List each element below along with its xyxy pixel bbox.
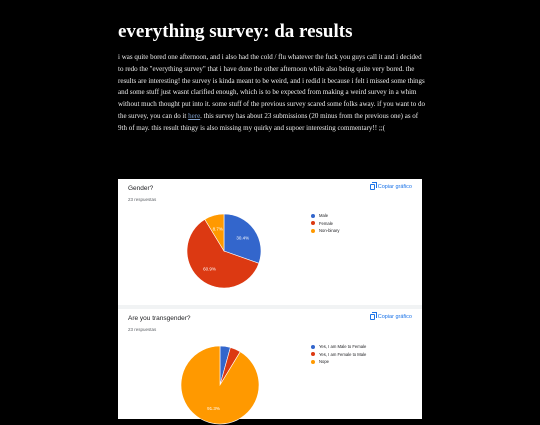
copy-chart-label: Copiar gráfico	[377, 314, 412, 320]
legend-swatch	[311, 221, 315, 225]
legend-label: Non-binary	[319, 228, 340, 234]
gender-chart-card	[118, 179, 422, 305]
chart-legend	[311, 343, 366, 366]
chart-title: Gender?	[128, 185, 154, 192]
response-count: 23 respuestas	[128, 327, 157, 332]
copy-icon	[370, 184, 375, 190]
slice-label: 30.4%	[236, 235, 250, 241]
legend-item	[311, 351, 366, 359]
copy-icon	[370, 314, 375, 320]
copy-chart-button[interactable]	[370, 314, 412, 320]
legend-label: Male	[319, 213, 329, 219]
legend-item	[311, 212, 339, 220]
legend-item	[311, 220, 339, 228]
transgender-chart-card	[118, 309, 422, 419]
survey-link[interactable]: here	[188, 111, 201, 120]
legend-item	[311, 227, 339, 235]
post-intro	[118, 52, 428, 135]
copy-chart-label: Copiar gráfico	[377, 184, 412, 190]
gender-pie-chart	[186, 213, 262, 289]
post-title: everything survey: da results	[118, 21, 353, 42]
chart-legend	[311, 212, 339, 235]
intro-text-after: . this survey has about 23 submissions (20 minus from the previous one) as of 9th of may. this result thingy is also missing my quirky and supoer interesting commentary!! ;;(	[118, 111, 419, 132]
legend-swatch	[311, 360, 315, 364]
legend-swatch	[311, 229, 315, 233]
transgender-pie-chart	[180, 345, 260, 425]
legend-label: Yes, I am Male to Female	[319, 344, 367, 350]
legend-item	[311, 358, 366, 366]
legend-item	[311, 343, 366, 351]
legend-swatch	[311, 352, 315, 356]
slice-label: 8.7%	[212, 226, 223, 232]
pie-slice-nope	[181, 346, 259, 424]
chart-title: Are you transgender?	[128, 315, 191, 322]
legend-label: Nope	[319, 359, 330, 365]
legend-swatch	[311, 345, 315, 349]
copy-chart-button[interactable]	[370, 184, 412, 190]
intro-text-before: i was quite bored one afternoon, and i also had the cold / flu whatever the fuck you guys call it and i decided to redo the "everything survey" that i have done the other afternoon while also being quite very bored. the results are interesting! the survey is kinda meant to be weird, and i redid it because i felt i missed some things and some stuff just wasnt clarified enough, which is to be expected from making a weird survey in a whim without much thought put into it. some stuff of the previous survey scared some folks away. if you want to do the survey, you can do it	[118, 53, 425, 120]
legend-label: Female	[319, 220, 333, 226]
slice-label: 60.9%	[203, 266, 216, 272]
legend-label: Yes, I am Female to Male	[319, 351, 367, 357]
response-count: 23 respuestas	[128, 197, 157, 202]
slice-label: 91.3%	[207, 405, 220, 411]
legend-swatch	[311, 214, 315, 218]
